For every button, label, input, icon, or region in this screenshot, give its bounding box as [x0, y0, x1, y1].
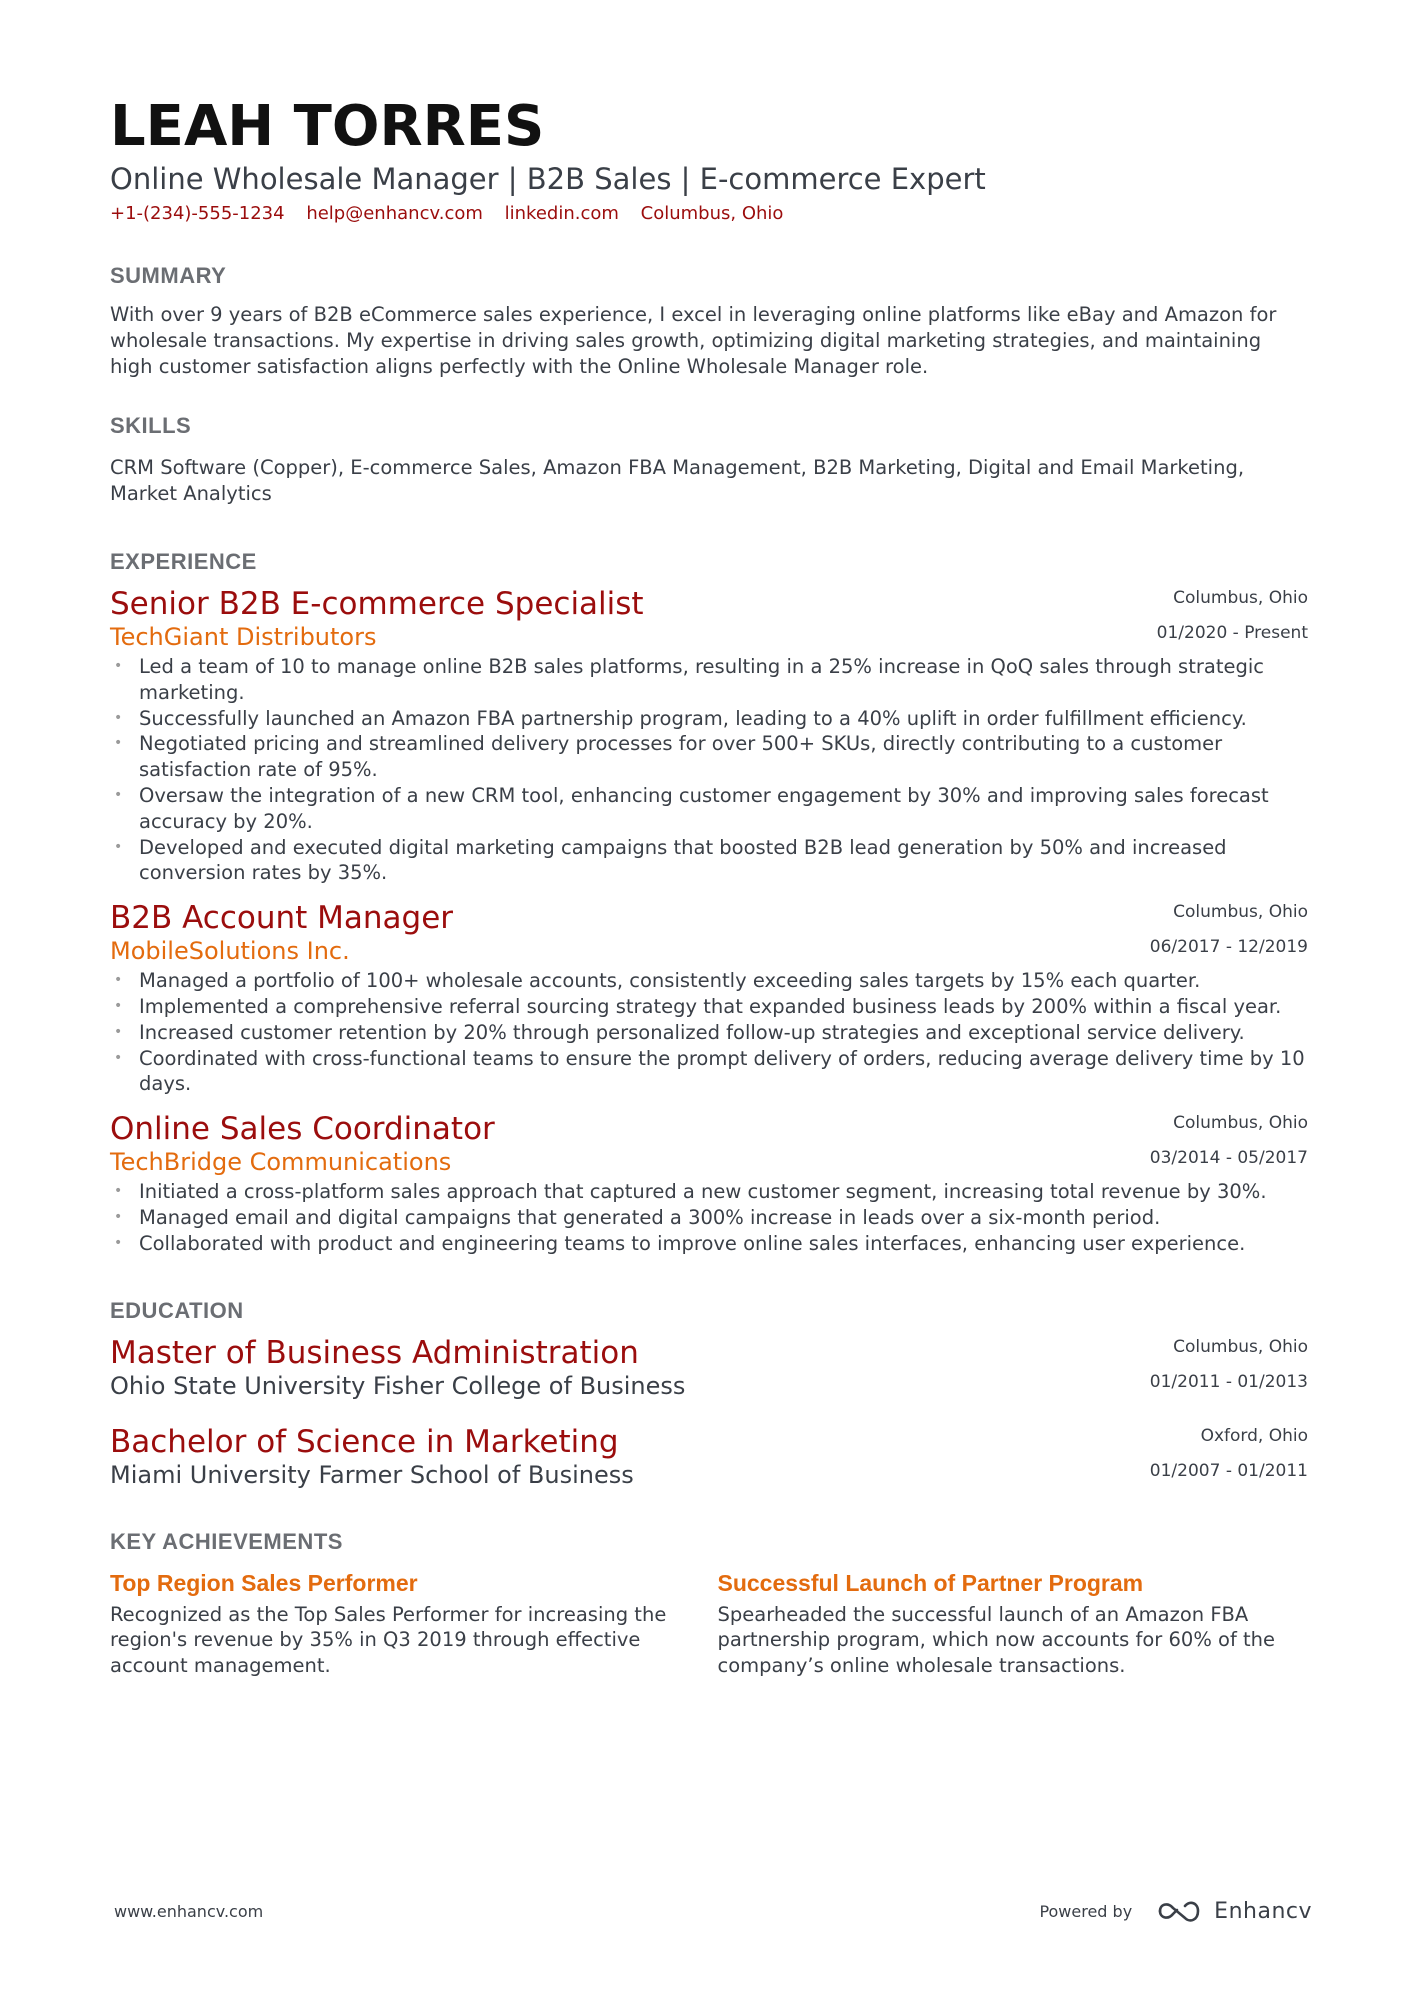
skills-section: [110, 412, 1308, 507]
achievement-title: Top Region Sales Performer: [110, 1569, 418, 1596]
bullet-dot-icon: •: [114, 735, 123, 752]
bullet-dot-icon: •: [114, 786, 123, 803]
education-section: [110, 1297, 1308, 1492]
achievement-title: Successful Launch of Partner Program: [717, 1569, 1144, 1596]
entry-company: TechGiant Distributors: [110, 623, 377, 651]
entry-header: [110, 1424, 1308, 1492]
entry-bullets: [110, 1179, 1308, 1256]
entry-header: [110, 1111, 1308, 1179]
bullet-item: • Implemented a comprehensive referral sourcing strategy that expanded business leads by 200% within a fiscal year.: [114, 994, 1282, 1018]
contact-info: [110, 202, 1308, 226]
entry-location: Columbus, Ohio: [1173, 1336, 1308, 1357]
skills-text: CRM Software (Copper), E-commerce Sales, Amazon FBA Management, B2B Marketing, Digital and Email Marketing, Market Analytics: [110, 456, 1245, 505]
bullet-dot-icon: •: [114, 1049, 123, 1066]
resume-page: [110, 94, 1308, 1679]
section-title-skills: SKILLS: [110, 413, 192, 438]
summary-text: With over 9 years of B2B eCommerce sales experience, I excel in leveraging online platforms like eBay and Amazon for wholesale transactions. My expertise in driving sales growth, optimizing digital marketing strategies, and maintaining high customer satisfaction aligns perfectly with the Online Wholesale Manager role.: [110, 303, 1277, 378]
contact-linkedin[interactable]: linkedin.com: [504, 203, 619, 224]
bullet-dot-icon: •: [114, 838, 123, 855]
entry-school: Miami University Farmer School of Business: [110, 1460, 634, 1489]
bullet-item: • Successfully launched an Amazon FBA partnership program, leading to a 40% uplift in order fulfillment efficiency.: [114, 706, 1247, 730]
section-title-education: EDUCATION: [110, 1297, 244, 1323]
summary-section: [110, 262, 1308, 380]
section-title-achievements: KEY ACHIEVEMENTS: [110, 1528, 343, 1554]
bullet-item: • Initiated a cross-platform sales approach that captured a new customer segment, increasing total revenue by 30%.: [114, 1180, 1267, 1204]
entry-location: Columbus, Ohio: [1173, 1113, 1308, 1134]
bullet-item: • Negotiated pricing and streamlined delivery processes for over 500+ SKUs, directly contributing to a customer satisfaction rate of 95%.: [114, 732, 1223, 782]
bullet-item: • Oversaw the integration of a new CRM tool, enhancing customer engagement by 30% and improving sales forecast accuracy by 20%.: [114, 783, 1269, 833]
bullet-dot-icon: •: [114, 658, 123, 674]
achievements-grid: [110, 1568, 1308, 1679]
bullet-dot-icon: •: [114, 709, 123, 726]
entry-company: TechBridge Communications: [110, 1148, 452, 1177]
entry-degree: Master of Business Administration: [110, 1334, 639, 1371]
entry-dates: 01/2007 - 01/2011: [1149, 1460, 1308, 1481]
entry-location: Oxford, Ohio: [1200, 1425, 1308, 1446]
section-title-summary: SUMMARY: [110, 263, 227, 288]
entry-role: Online Sales Coordinator: [110, 1111, 495, 1148]
bullet-dot-icon: •: [114, 997, 123, 1014]
experience-entry: [110, 586, 1308, 886]
achievement-item: [718, 1568, 1309, 1679]
enhancv-logo-icon: [1156, 1898, 1202, 1924]
experience-entry: [110, 1111, 1308, 1256]
entry-header: [110, 1335, 1308, 1403]
bullet-dot-icon: •: [114, 1023, 123, 1040]
contact-phone[interactable]: +1-(234)-555-1234: [110, 203, 285, 224]
entry-bullets: [110, 968, 1308, 1097]
bullet-item: • Led a team of 10 to manage online B2B sales platforms, resulting in a 25% increase in QoQ sales through strategic marketing.: [114, 655, 1264, 704]
education-entry: [110, 1335, 1308, 1403]
entry-degree: Bachelor of Science in Marketing: [110, 1423, 619, 1460]
footer-brand: [1039, 1898, 1312, 1924]
bullet-dot-icon: •: [114, 1234, 123, 1251]
bullet-item: • Managed email and digital campaigns that generated a 300% increase in leads over a six-month period.: [114, 1205, 1161, 1229]
achievement-item: [110, 1568, 701, 1679]
achievement-text: Recognized as the Top Sales Performer for increasing the region's revenue by 35% in Q3 2019 through effective account management.: [110, 1602, 667, 1678]
entry-header: [110, 586, 1308, 654]
achievement-text: Spearheaded the successful launch of an Amazon FBA partnership program, which now accounts for 60% of the company’s online wholesale transactions.: [717, 1602, 1276, 1678]
footer-url-link[interactable]: www.enhancv.com: [114, 1902, 264, 1921]
entry-company: MobileSolutions Inc.: [110, 937, 350, 966]
bullet-dot-icon: •: [114, 1183, 123, 1200]
candidate-name: LEAH TORRES: [110, 94, 545, 159]
bullet-dot-icon: •: [114, 1208, 123, 1225]
entry-dates: 01/2020 - Present: [1156, 623, 1308, 643]
powered-by-label: Powered by: [1039, 1901, 1133, 1921]
experience-entry: [110, 900, 1308, 1097]
contact-location: Columbus, Ohio: [640, 203, 784, 224]
contact-email[interactable]: help@enhancv.com: [306, 203, 483, 224]
entry-school: Ohio State University Fisher College of Business: [110, 1371, 686, 1400]
bullet-item: • Managed a portfolio of 100+ wholesale accounts, consistently exceeding sales targets by 15% each quarter.: [114, 969, 1201, 993]
bullet-item: • Increased customer retention by 20% through personalized follow-up strategies and exceptional service delivery.: [114, 1020, 1245, 1044]
bullet-item: • Developed and executed digital marketing campaigns that boosted B2B lead generation by 50% and increased conversion rates by 35%.: [114, 835, 1227, 885]
education-entry: [110, 1424, 1308, 1492]
bullet-item: • Coordinated with cross-functional teams to ensure the prompt delivery of orders, reducing average delivery time by 10 days.: [114, 1046, 1305, 1096]
entry-dates: 06/2017 - 12/2019: [1149, 937, 1308, 958]
achievements-section: [110, 1528, 1308, 1679]
section-title-experience: EXPERIENCE: [110, 549, 257, 574]
entry-role: B2B Account Manager: [110, 900, 454, 937]
entry-dates: 01/2011 - 01/2013: [1149, 1371, 1308, 1392]
page-footer: [114, 1898, 1312, 1928]
entry-location: Columbus, Ohio: [1173, 902, 1308, 923]
candidate-tagline: Online Wholesale Manager | B2B Sales | E-commerce Expert: [110, 162, 986, 196]
bullet-item: • Collaborated with product and engineering teams to improve online sales interfaces, enhancing user experience.: [114, 1231, 1246, 1255]
experience-section: [110, 548, 1308, 1257]
bullet-dot-icon: •: [114, 972, 123, 989]
entry-dates: 03/2014 - 05/2017: [1149, 1148, 1308, 1169]
brand-name[interactable]: Enhancv: [1214, 1898, 1312, 1924]
entry-location: Columbus, Ohio: [1173, 588, 1308, 608]
entry-bullets: [110, 654, 1308, 886]
entry-header: [110, 900, 1308, 968]
entry-role: Senior B2B E-commerce Specialist: [110, 586, 644, 622]
